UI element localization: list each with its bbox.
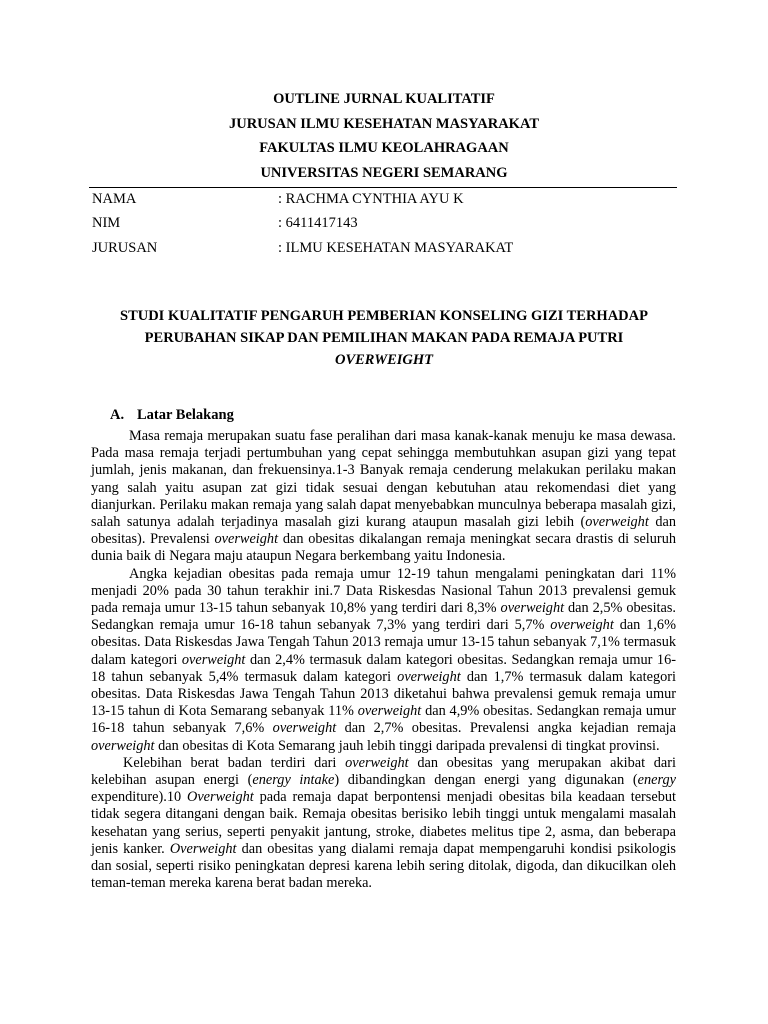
identity-label: NAMA <box>92 191 137 207</box>
italic-term: overweight <box>357 703 422 720</box>
text-run: dan obesitas dikalangan remaja meningkat secara drastis di seluruh dunia baik di Negara maju ataupun Negara berkembang yaitu Indonesia. <box>91 531 676 565</box>
text-run: dan 4,9% obesitas. Sedangkan remaja umur 16-18 tahun sebanyak 7,6% <box>91 703 676 737</box>
italic-term: overweight <box>550 617 614 634</box>
body-paragraph <box>91 428 676 566</box>
section-body <box>91 428 676 892</box>
identity-row-nim <box>92 214 358 232</box>
header-line-faculty: FAKULTAS ILMU KEOLAHRAGAAN <box>259 140 509 156</box>
italic-term: overweight <box>500 600 565 617</box>
text-run: dan 1,7% termasuk dalam kategori obesitas. Data Riskesdas Jawa Tengah Tahun 2013 diketahui bahwa prevalensi gemuk remaja umur 13-15 tahun di Kota Semarang sebanyak 11% <box>91 668 676 720</box>
text-run: dan obesitas yang dialami remaja dapat mempengaruhi kondisi psikologis dan sosial, seperti risiko peningkatan depresi karena lebih sering ditolak, digoda, dan dikucilkan oleh teman-teman mereka karena berat badan mereka. <box>91 840 676 892</box>
text-run: dan obesitas di Kota Semarang jauh lebih tinggi daripada prevalensi di tingkat provinsi. <box>154 737 660 754</box>
text-run: ) dibandingkan dengan energi yang digunakan ( <box>334 772 638 789</box>
text-run: dan obesitas yang merupakan akibat dari kelebihan asupan energi ( <box>91 754 676 789</box>
italic-term: overweight <box>181 651 246 668</box>
section-heading-text: Latar Belakang <box>137 407 234 423</box>
text-run: Angka kejadian obesitas pada remaja umur 12-19 tahun mengalami peningkatan dari 11% menjadi 20% pada 30 tahun terakhir ini.7 Data Riskesdas Nasional Tahun 2013 prevalensi gemuk pada remaja umur 13-15 tahun sebanyak 10,8% yang terdiri dari 8,3% <box>91 565 676 617</box>
italic-term: overweight <box>214 531 279 548</box>
title-line-2: PERUBAHAN SIKAP DAN PEMILIHAN MAKAN PADA REMAJA PUTRI <box>144 330 624 346</box>
italic-term: overweight <box>91 737 155 754</box>
text-run: dan 2,7% obesitas. Prevalensi angka kejadian remaja <box>336 720 677 737</box>
identity-label: NIM <box>92 215 121 231</box>
identity-value: : RACHMA CYNTHIA AYU K <box>278 191 464 207</box>
italic-term: overweight <box>272 720 337 737</box>
text-run: pada remaja dapat berpontensi menjadi obesitas bila keadaan tersebut tidak segera ditangani dengan baik. Remaja obesitas berisiko lebih tinggi untuk mengalami masalah kesehatan yang serius, seperti penyakit jantung, stroke, diabetes melitus tipe 2, asma, dan beberapa jenis kanker. <box>91 789 676 857</box>
text-run: expenditure).10 <box>91 789 188 806</box>
identity-value: : 6411417143 <box>278 215 358 231</box>
identity-value: : ILMU KESEHATAN MASYARAKAT <box>278 240 514 256</box>
title-line-3: OVERWEIGHT <box>334 352 434 368</box>
italic-term: energy intake <box>252 772 335 789</box>
section-heading <box>110 406 234 424</box>
identity-row-name <box>92 190 464 208</box>
italic-term: overweight <box>345 754 409 771</box>
text-run: dan 1,6% obesitas. Data Riskesdas Jawa Tengah Tahun 2013 remaja umur 13-15 tahun sebanyak 7,1% termasuk dalam kategori <box>91 617 676 668</box>
body-paragraph <box>91 566 676 755</box>
article-title <box>0 305 768 371</box>
text-run: dan 2,5% obesitas. Sedangkan remaja umur 16-18 tahun sebanyak 7,3% yang terdiri dari 5,7% <box>91 600 676 634</box>
identity-row-department <box>92 239 514 257</box>
italic-term: Overweight <box>169 840 237 857</box>
identity-label: JURUSAN <box>92 240 158 256</box>
header-line-outline: OUTLINE JURNAL KUALITATIF <box>273 91 495 107</box>
body-paragraph <box>91 755 676 893</box>
section-number: A. <box>110 407 125 423</box>
italic-term: overweight <box>585 514 649 531</box>
header-divider <box>89 187 677 188</box>
title-line-1: STUDI KUALITATIF PENGARUH PEMBERIAN KONSELING GIZI TERHADAP <box>120 308 648 324</box>
header-line-department: JURUSAN ILMU KESEHATAN MASYARAKAT <box>228 115 540 132</box>
header-line-university: UNIVERSITAS NEGERI SEMARANG <box>260 164 508 181</box>
text-run: dan 2,4% termasuk dalam kategori obesitas. Sedangkan remaja umur 16-18 tahun sebanyak 5,4% termasuk dalam kategori <box>91 651 676 685</box>
italic-term: Overweight <box>187 789 254 806</box>
italic-term: energy <box>637 772 676 789</box>
italic-term: overweight <box>397 668 461 685</box>
text-run: Kelebihan berat badan terdiri dari <box>123 754 346 771</box>
text-run: Masa remaja merupakan suatu fase peralihan dari masa kanak-kanak menuju ke masa dewasa. Pada masa remaja terjadi pertumbuhan yang cepat sehingga membutuhkan asupan gizi yang tepat jumlah, jenis makanan, dan frekuensinya.1-3 Banyak remaja cenderung melakukan perilaku makan yang salah yaitu asupan zat gizi tidak sesuai dengan kebutuhan atau rekomendasi diet yang dianjurkan. Perilaku makan remaja yang salah dapat menyebabkan munculnya beberapa masalah gizi, salah satunya adalah terjadinya masalah gizi kurang ataupun masalah gizi lebih ( <box>91 428 676 531</box>
text-run: dan obesitas). Prevalensi <box>91 514 676 548</box>
document-header <box>0 87 768 185</box>
